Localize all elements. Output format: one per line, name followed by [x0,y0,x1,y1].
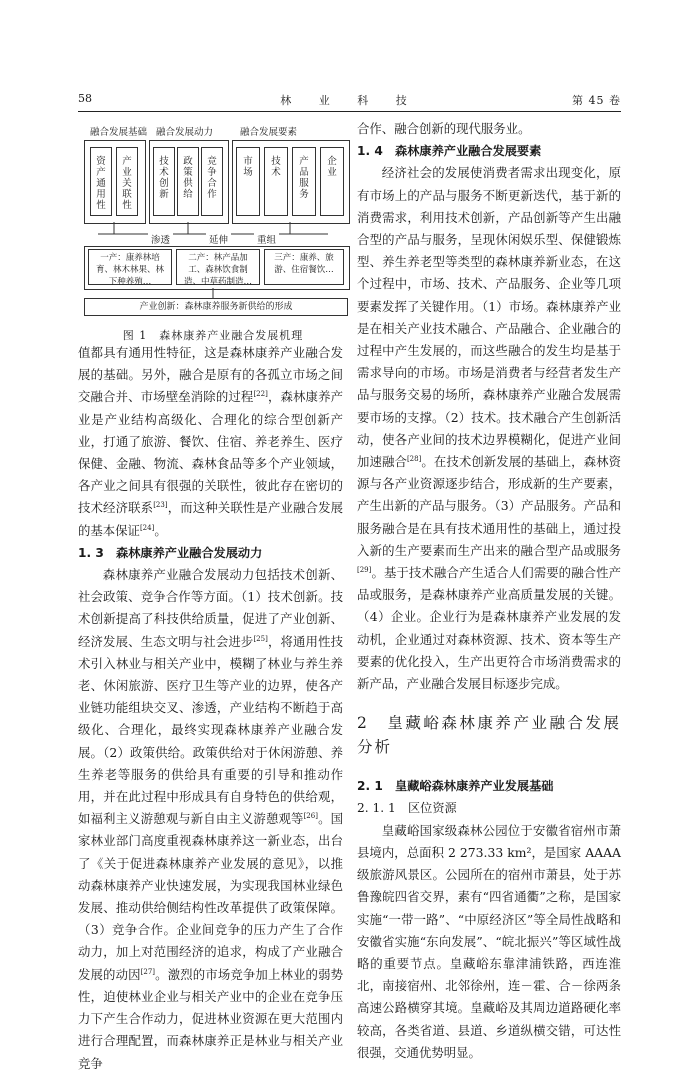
fig-box-tertiary-industry: 三产：康养、旅游、住宿餐饮… [264,249,344,285]
section-heading-2-1-1: 2. 1. 1 区位资源 [357,801,457,816]
journal-name: 林 业 科 技 [280,94,419,107]
fig-box-label: 竞 争 合 作 [207,156,217,200]
fig-box-label: 技 术 [271,156,281,178]
fig-box-label: 资 产 通 用 性 [96,156,106,211]
fig-stage-extend: 延伸 [206,232,231,246]
fig-box-label: 产 品 服 务 [299,156,309,200]
fig-box-secondary-industry: 二产：林产品加工、森林饮食制造、中草药制造… [176,249,260,285]
fig-stage-penetrate: 渗透 [148,232,173,246]
section-heading-2-1: 2. 1 皇藏峪森林康养产业发展基础 [357,779,554,794]
paragraph: 合作、融合创新的现代服务业。 [357,121,531,136]
fig-box-industry-innovation: 产业创新：森林康养服务新供给的形成 [84,298,348,316]
figure-1 [78,118,348,340]
paragraph: 皇藏峪国家级森林公园位于安徽省宿州市萧县境内，总面积 2 273.33 km²，是国家 AAAA 级旅游风景区。公园所在的宿州市萧县，处于苏鲁豫皖四省交界，素有“四省通衢”之称，是国家实施“一带一路”、“中原经济区”等全局性战略和安徽省实施“东向发展”、“皖北振兴”等区域性战略的重要节点。皇藏峪东靠津浦铁路，西连淮北，南接宿州、北邻徐州，连－霍、合－徐两条高速公路横穿其境。皇藏峪及其周边道路硬化率较高，各类省道、县道、乡道纵横交错，可达性很强，交通优势明显。 [357,822,621,1060]
figure-caption: 图 1 森林康养产业融合发展机理 [122,329,304,342]
paragraph: 森林康养产业融合发展动力包括技术创新、社会政策、竞争合作等方面。（1）技术创新。技术创新提高了科技供给质量，促进了产业创新、经济发展、生态文明与社会进步[25]，将通用性技术引入林业与相关产业中，模糊了林业与养生养老、休闲旅游、医疗卫生等产业的边界，使各产业链功能组块交叉、渗透，产业结构不断趋于高级化、合理化，最终实现森林康养产业融合发展。（2）政策供给。政策供给对于休闲游憩、养生养老等服务的供给具有重要的引导和推动作用，并在此过程中形成具有自身特色的供给观，如福利主义游憩观与新自由主义游憩观等[26]。国家林业部门高度重视森林康养这一新业态，出台了《关于促进森林康养产业发展的意见》，以推动森林康养产业快速发展，为实现我国林业绿色发展、推动供给侧结构性改革提供了政策保障。（3）竞争合作。企业间竞争的压力产生了合作动力，加上对范围经济的追求，构成了产业融合发展的动因[27]。激烈的市场竞争加上林业的弱势性，迫使林业企业与相关产业中的企业在竞争压力下产生合作动力，促进林业资源在更大范围内进行合理配置，而森林康养正是林业与相关产业竞争 [78,567,343,1071]
right-column [357,118,621,1064]
section-heading-1-3: 1. 3 森林康养产业融合发展动力 [78,545,263,560]
fig-col-header-base: 融合发展基础 [90,127,148,138]
fig-box-primary-industry: 一产：康养林培育、林木林果、林下种养殖… [88,249,172,285]
volume-label: 第 45 卷 [572,94,621,107]
fig-box-label: 市 场 [243,156,253,178]
section-heading-1-4: 1. 4 森林康养产业融合发展要素 [357,144,542,159]
paragraph: 经济社会的发展使消费者需求出现变化，原有市场上的产品与服务不断更新迭代，基于新的消费需求，利用技术创新，产品创新等产生出融合型的产品与服务，呈现休闲娱乐型、保健锻炼型、养生养老型等类型的森林康养新业态，在这个过程中，市场、技术、产品服务、企业等几项要素发挥了关键作用。（1）市场。森林康养产业是在相关产业技术融合、产品融合、企业融合的过程中产生发展的，而这些融合的发生均是基于需求导向的市场。市场是消费者与经营者发生产品与服务交易的场所，森林康养产业融合发展需要市场的支撑。（2）技术。技术融合产生创新活动，使各产业间的技术边界模糊化，促进产业间加速融合[28]。在技术创新发展的基础上，森林资源与各产业资源逐步结合，形成新的生产要素，产生出新的产品与服务。（3）产品服务。产品和服务融合是在具有技术通用性的基础上，通过投入新的生产要素而生产出来的融合型产品或服务[29]。基于技术融合产生适合人们需要的融合性产品或服务，是森林康养产业高质量发展的关键。（4）企业。企业行为是森林康养产业发展的发动机，企业通过对森林资源、技术、资本等生产要素的优化投入，生产出更符合市场消费需求的新产品，产业融合发展目标逐步完成。 [357,165,622,692]
fig-box-label: 技 术 创 新 [159,156,169,200]
fig-box-label: 企 业 [327,156,337,178]
fig-col-header-power: 融合发展动力 [156,127,214,138]
page-number: 58 [78,92,92,105]
fig-box-label: 产 业 关 联 性 [122,156,132,211]
paragraph: 值都具有通用性特征，这是森林康养产业融合发展的基础。另外，融合是原有的各孤立市场之间交融合并、市场壁垒消除的过程[22]，森林康养产业是产业结构高级化、合理化的综合型创新产业，打通了旅游、餐饮、住宿、养老养生、医疗保健、金融、物流、森林食品等多个产业领域，各产业之间具有很强的关联性，彼此存在密切的技术经济联系[23]，而这种关联性是产业融合发展的基本保证[24]。 [78,345,343,538]
section-heading-2: 2 皇藏峪森林康养产业融合发展分析 [357,714,621,757]
fig-stage-reorganize: 重组 [254,232,279,246]
fig-col-header-elements: 融合发展要素 [240,127,298,138]
left-column [78,342,343,1075]
running-header [78,92,621,108]
header-rule [78,111,621,112]
fig-box-label: 政 策 供 给 [183,156,193,200]
fig-connectors [78,118,348,328]
